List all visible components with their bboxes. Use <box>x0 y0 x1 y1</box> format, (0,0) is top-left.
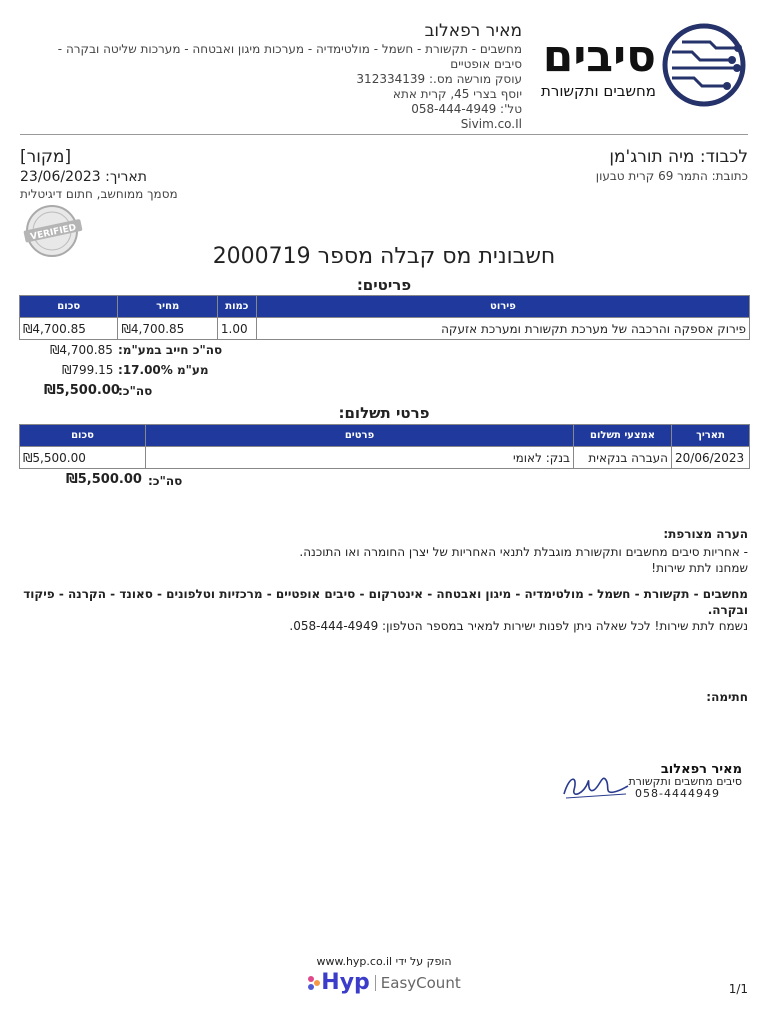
license-number: עוסק מורשה מס.: 312334139 <box>356 72 522 86</box>
note-line-2: שמחנו לתת שירות! <box>651 561 748 575</box>
items-section-title: פריטים: <box>356 276 412 294</box>
payments-total-label: סה"כ: <box>148 474 183 488</box>
svg-text:VERIFIED: VERIFIED <box>29 223 78 243</box>
company-details <box>32 20 522 132</box>
easycount-brand: EasyCount <box>380 973 461 992</box>
hyp-brand: Hyp <box>321 970 370 995</box>
payment-date: 20/06/2023 <box>672 447 750 469</box>
hyp-logo <box>307 970 460 995</box>
payments-total-value: ₪5,500.00 <box>66 472 142 487</box>
document-meta <box>20 146 320 202</box>
stamp-company: סיבים מחשבים ותקשורת <box>628 775 742 788</box>
copy-type: [מקור] <box>20 147 72 167</box>
signature-stamp <box>560 762 750 804</box>
total-label: סה"כ: <box>118 384 153 398</box>
services-line: מחשבים - תקשורת - חשמל - מולטימדיה - מערכות מיגון ואבטחה - מערכות שליטה ובקרה - סיבים אופטיים <box>57 42 522 71</box>
company-website: Sivim.co.Il <box>460 117 522 131</box>
item-qty: 1.00 <box>217 318 256 340</box>
note-line-1: - אחריות סיבים מחשבים ותקשורת מוגבלת לתנאי האחריות של יצרן החומרה ואו התוכנה. <box>299 545 748 559</box>
stamp-name: מאיר רפאלוב <box>660 762 742 777</box>
brand-divider <box>375 975 376 991</box>
col-method: אמצעי תשלום <box>574 425 672 447</box>
hyp-mark-icon <box>307 974 321 992</box>
item-description: פירוק אספקה והרכבה של מערכת תקשורת ומערכת אזעקה <box>256 318 749 340</box>
recipient-block <box>388 146 748 184</box>
handwritten-signature-icon <box>560 764 632 804</box>
signature-label: חתימה: <box>706 690 748 704</box>
header-divider <box>20 134 748 135</box>
items-table <box>19 295 750 340</box>
logo-tagline: מחשבים ותקשורת <box>541 82 656 100</box>
footer <box>0 955 768 996</box>
document-date: תאריך: 23/06/2023 <box>20 169 147 185</box>
logo-wordmark: סיבים <box>542 31 656 82</box>
document-title: חשבונית מס קבלה מספר 2000719 <box>212 244 556 269</box>
col-qty: כמות <box>217 296 256 318</box>
payments-table <box>19 424 750 469</box>
subtotal-value: ₪4,700.85 <box>50 343 113 357</box>
item-sum: ₪4,700.85 <box>20 318 118 340</box>
item-price: ₪4,700.85 <box>118 318 217 340</box>
company-address: יוסף בצרי 45, קרית אתא <box>392 87 522 101</box>
col-sum: סכום <box>20 296 118 318</box>
payment-sum: ₪5,500.00 <box>20 447 146 469</box>
company-logo <box>522 22 748 108</box>
owner-name: מאיר רפאלוב <box>424 21 522 41</box>
payment-method: העברה בנקאית <box>574 447 672 469</box>
total-value: ₪5,500.00 <box>44 383 120 398</box>
stamp-phone: 058-4444949 <box>635 787 720 800</box>
recipient-address: כתובת: התמר 69 קרית טבעון <box>595 169 748 183</box>
vat-label: מע"מ 17.00%: <box>118 363 209 377</box>
digital-sign-note: מסמך ממוחשב, חתום דיגיטלית <box>20 187 178 201</box>
note-line-3: נשמח לתת שירות! לכל שאלה ניתן לפנות ישירות למאיר במספר הטלפון: 058-444-4949. <box>289 619 748 633</box>
col-date: תאריך <box>672 425 750 447</box>
note-title: הערה מצורפת: <box>663 527 748 541</box>
page-number: 1/1 <box>728 982 748 996</box>
payments-section-title: פרטי תשלום: <box>338 404 430 422</box>
col-details: פרטים <box>146 425 574 447</box>
col-description: פירוט <box>256 296 749 318</box>
vat-value: ₪799.15 <box>62 363 114 377</box>
col-pay-sum: סכום <box>20 425 146 447</box>
produced-by: הופק על ידי www.hyp.co.il <box>316 955 452 968</box>
recipient-name: לכבוד: מיה תורג'מן <box>609 147 748 167</box>
note-services: מחשבים - תקשורת - חשמל - מולטימדיה - מיגון ואבטחה - אינטרקום - סיבים אופטיים - מרכזיות וטלפונים - סאונד - הקרנה - פיקוד ובקרה. <box>23 587 748 617</box>
attached-note <box>18 526 748 634</box>
table-row <box>20 447 750 469</box>
company-phone: טל': 058-444-4949 <box>411 102 522 116</box>
table-row <box>20 318 750 340</box>
payment-details: בנק: לאומי <box>146 447 574 469</box>
subtotal-label: סה"כ חייב במע"מ: <box>118 343 223 357</box>
col-price: מחיר <box>118 296 217 318</box>
